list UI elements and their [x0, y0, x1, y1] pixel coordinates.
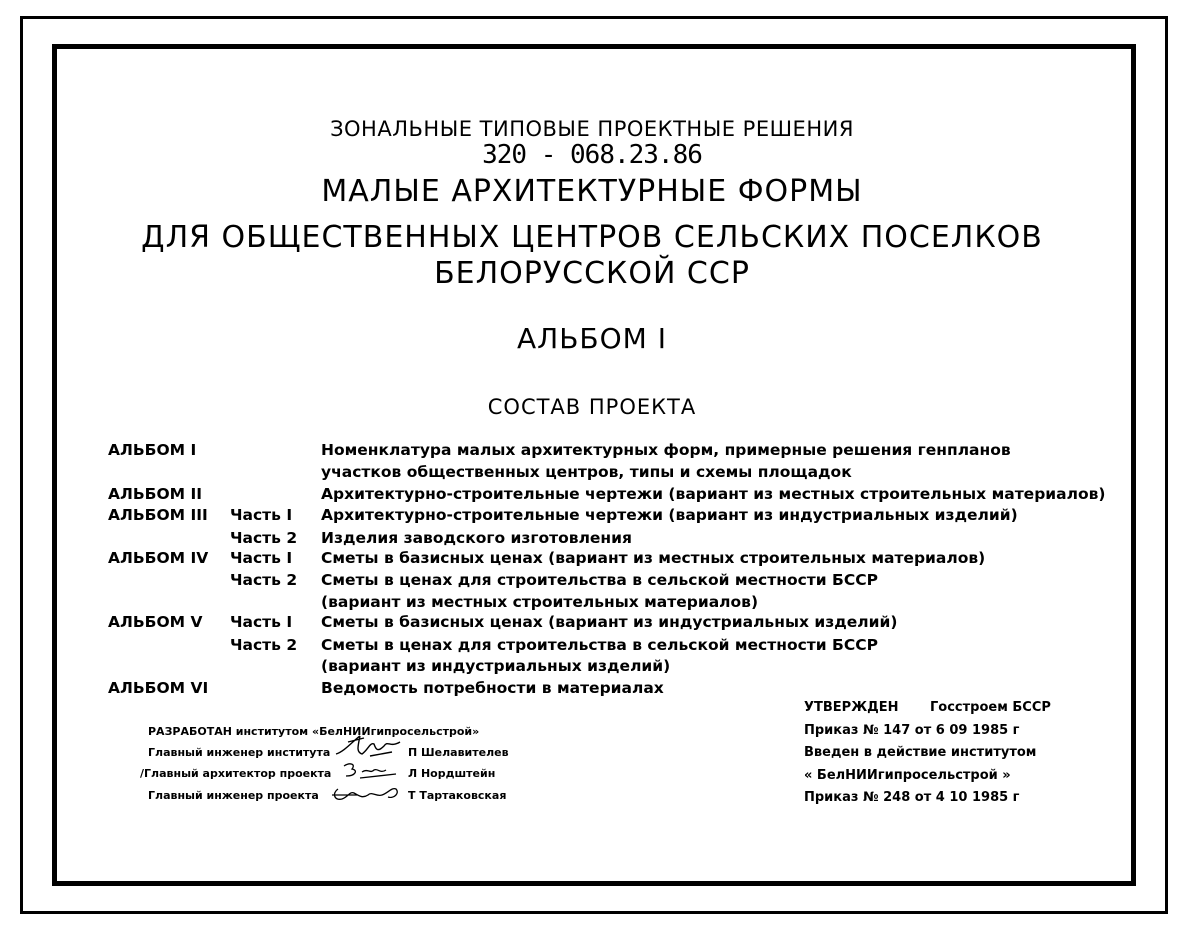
- row-part: Часть 2: [230, 529, 298, 547]
- row-part: Часть 2: [230, 636, 298, 654]
- row-text: участков общественных центров, типы и схемы площадок: [321, 463, 852, 481]
- row-text: Изделия заводского изготовления: [321, 529, 632, 547]
- introducing-institute: « БелНИИгипросельстрой »: [804, 768, 1011, 783]
- row-text: Сметы в ценах для строительства в сельской местности БССР: [321, 636, 878, 654]
- row-part: Часть I: [230, 549, 293, 567]
- signature-chief-engineer: [330, 732, 406, 762]
- signature-project-engineer: [328, 783, 404, 807]
- row-album: АЛЬБОМ V: [108, 613, 203, 631]
- row-part: Часть I: [230, 506, 293, 524]
- title-line-1: МАЛЫЕ АРХИТЕКТУРНЫЕ ФОРМЫ: [321, 174, 863, 209]
- approved-label: УТВЕРЖДЕН: [804, 700, 899, 715]
- row-album: АЛЬБОМ VI: [108, 679, 209, 697]
- row-part: Часть I: [230, 613, 293, 631]
- name-chief-engineer: П Шелавителев: [408, 746, 509, 759]
- row-text: (вариант из местных строительных материалов): [321, 593, 759, 611]
- row-text: Сметы в ценах для строительства в сельской местности БССР: [321, 571, 878, 589]
- row-text: Ведомость потребности в материалах: [321, 679, 664, 697]
- developer-line: РАЗРАБОТАН институтом «БелНИИгипросельстрой»: [148, 725, 480, 738]
- series-title: ЗОНАЛЬНЫЕ ТИПОВЫЕ ПРОЕКТНЫЕ РЕШЕНИЯ: [330, 117, 854, 141]
- row-part: Часть 2: [230, 571, 298, 589]
- role-chief-engineer: Главный инженер института: [148, 746, 331, 759]
- name-chief-architect: Л Нордштейн: [408, 767, 496, 780]
- title-line-3: БЕЛОРУССКОЙ ССР: [434, 256, 750, 291]
- approval-order-2: Приказ № 248 от 4 10 1985 г: [804, 790, 1020, 805]
- project-code: 320 - 068.23.86: [482, 140, 702, 170]
- row-album: АЛЬБОМ IV: [108, 549, 209, 567]
- row-text: Архитектурно-строительные чертежи (вариант из индустриальных изделий): [321, 506, 1018, 524]
- approval-order-1: Приказ № 147 от 6 09 1985 г: [804, 723, 1020, 738]
- name-project-engineer: Т Тартаковская: [408, 789, 507, 802]
- album-title: АЛЬБОМ I: [517, 322, 667, 355]
- row-text: Номенклатура малых архитектурных форм, примерные решения генпланов: [321, 441, 1011, 459]
- role-chief-architect: /Главный архитектор проекта: [140, 767, 332, 780]
- contents-heading: СОСТАВ ПРОЕКТА: [487, 395, 697, 419]
- row-text: Сметы в базисных ценах (вариант из индустриальных изделий): [321, 613, 898, 631]
- title-line-2: ДЛЯ ОБЩЕСТВЕННЫХ ЦЕНТРОВ СЕЛЬСКИХ ПОСЕЛКОВ: [141, 220, 1043, 255]
- signature-chief-architect: [340, 760, 404, 782]
- row-album: АЛЬБОМ I: [108, 441, 197, 459]
- row-text: Архитектурно-строительные чертежи (вариант из местных строительных материалов): [321, 485, 1106, 503]
- approved-by: Госстроем БССР: [930, 700, 1051, 715]
- role-project-engineer: Главный инженер проекта: [148, 789, 319, 802]
- introduced-label: Введен в действие институтом: [804, 745, 1037, 760]
- row-album: АЛЬБОМ III: [108, 506, 208, 524]
- row-album: АЛЬБОМ II: [108, 485, 203, 503]
- row-text: Сметы в базисных ценах (вариант из местных строительных материалов): [321, 549, 986, 567]
- row-text: (вариант из индустриальных изделий): [321, 657, 671, 675]
